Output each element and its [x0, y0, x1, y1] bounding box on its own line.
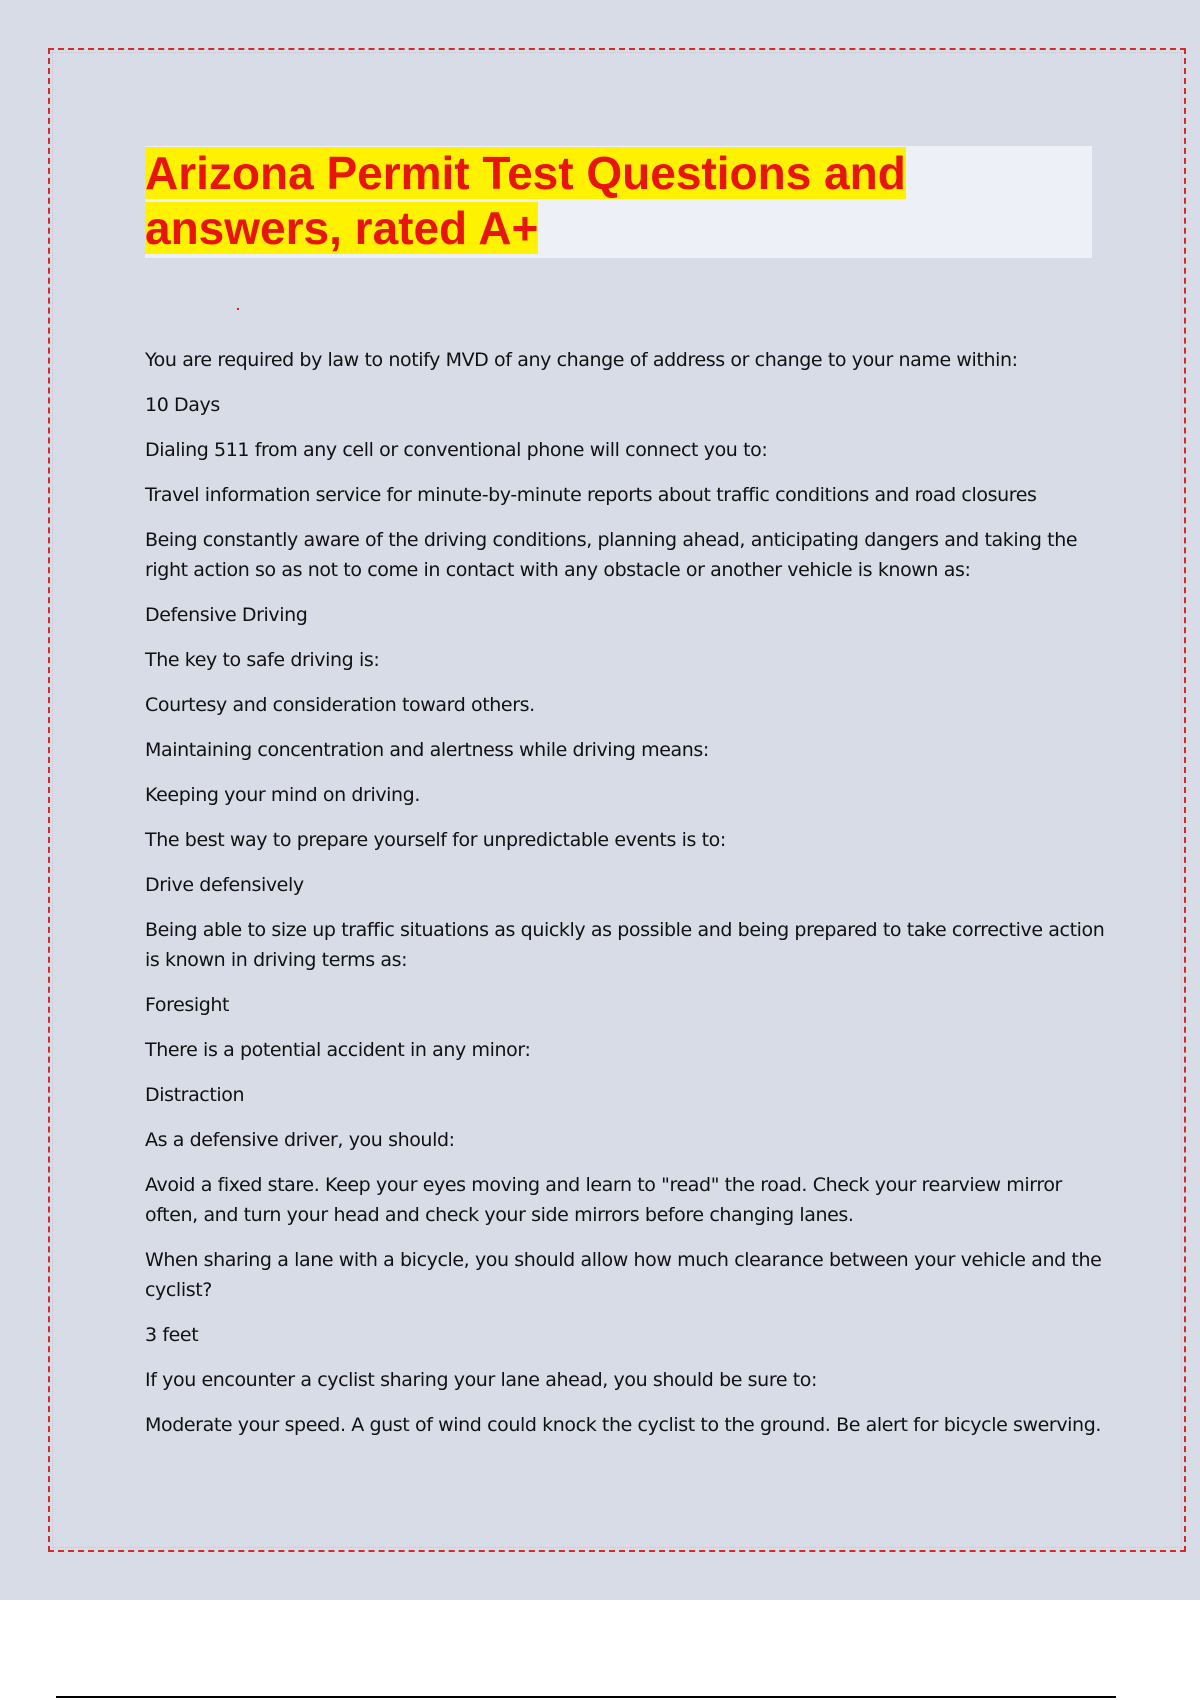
- red-dot-mark: [237, 308, 239, 310]
- question-text: Dialing 511 from any cell or conventional phone will connect you to:: [145, 439, 768, 461]
- question-text: As a defensive driver, you should:: [145, 1129, 455, 1151]
- question-text: You are required by law to notify MVD of any change of address or change to your name within:: [145, 349, 1018, 371]
- question-text: The best way to prepare yourself for unpredictable events is to:: [145, 829, 726, 851]
- answer-text: Avoid a fixed stare. Keep your eyes moving and learn to "read" the road. Check your rearview mirror often, and turn your head and check your side mirrors before changing lanes.: [145, 1174, 1062, 1226]
- answer-text: Courtesy and consideration toward others.: [145, 694, 535, 716]
- qa-content: [145, 345, 1105, 1455]
- question-text: Being constantly aware of the driving conditions, planning ahead, anticipating dangers and taking the right action so as not to come in contact with any obstacle or another vehicle is known as:: [145, 529, 1078, 581]
- answer-text: Drive defensively: [145, 874, 304, 896]
- answer-text: Distraction: [145, 1084, 245, 1106]
- question-text: If you encounter a cyclist sharing your lane ahead, you should be sure to:: [145, 1369, 818, 1391]
- answer-text: Keeping your mind on driving.: [145, 784, 420, 806]
- answer-text: 10 Days: [145, 394, 220, 416]
- question-text: Maintaining concentration and alertness while driving means:: [145, 739, 709, 761]
- question-text: Being able to size up traffic situations as quickly as possible and being prepared to take corrective action is known in driving terms as:: [145, 919, 1105, 971]
- question-text: When sharing a lane with a bicycle, you should allow how much clearance between your vehicle and the cyclist?: [145, 1249, 1102, 1301]
- title-line-2: answers, rated A+: [145, 202, 539, 254]
- answer-text: Moderate your speed. A gust of wind could knock the cyclist to the ground. Be alert for bicycle swerving.: [145, 1414, 1102, 1436]
- title-line-1: Arizona Permit Test Questions and: [145, 147, 906, 199]
- question-text: The key to safe driving is:: [145, 649, 380, 671]
- answer-text: Defensive Driving: [145, 604, 308, 626]
- question-text: There is a potential accident in any minor:: [145, 1039, 531, 1061]
- answer-text: Travel information service for minute-by-minute reports about traffic conditions and road closures: [145, 484, 1037, 506]
- document-title: [145, 146, 1075, 256]
- footer-rule: [56, 1696, 1116, 1698]
- answer-text: 3 feet: [145, 1324, 199, 1346]
- answer-text: Foresight: [145, 994, 230, 1016]
